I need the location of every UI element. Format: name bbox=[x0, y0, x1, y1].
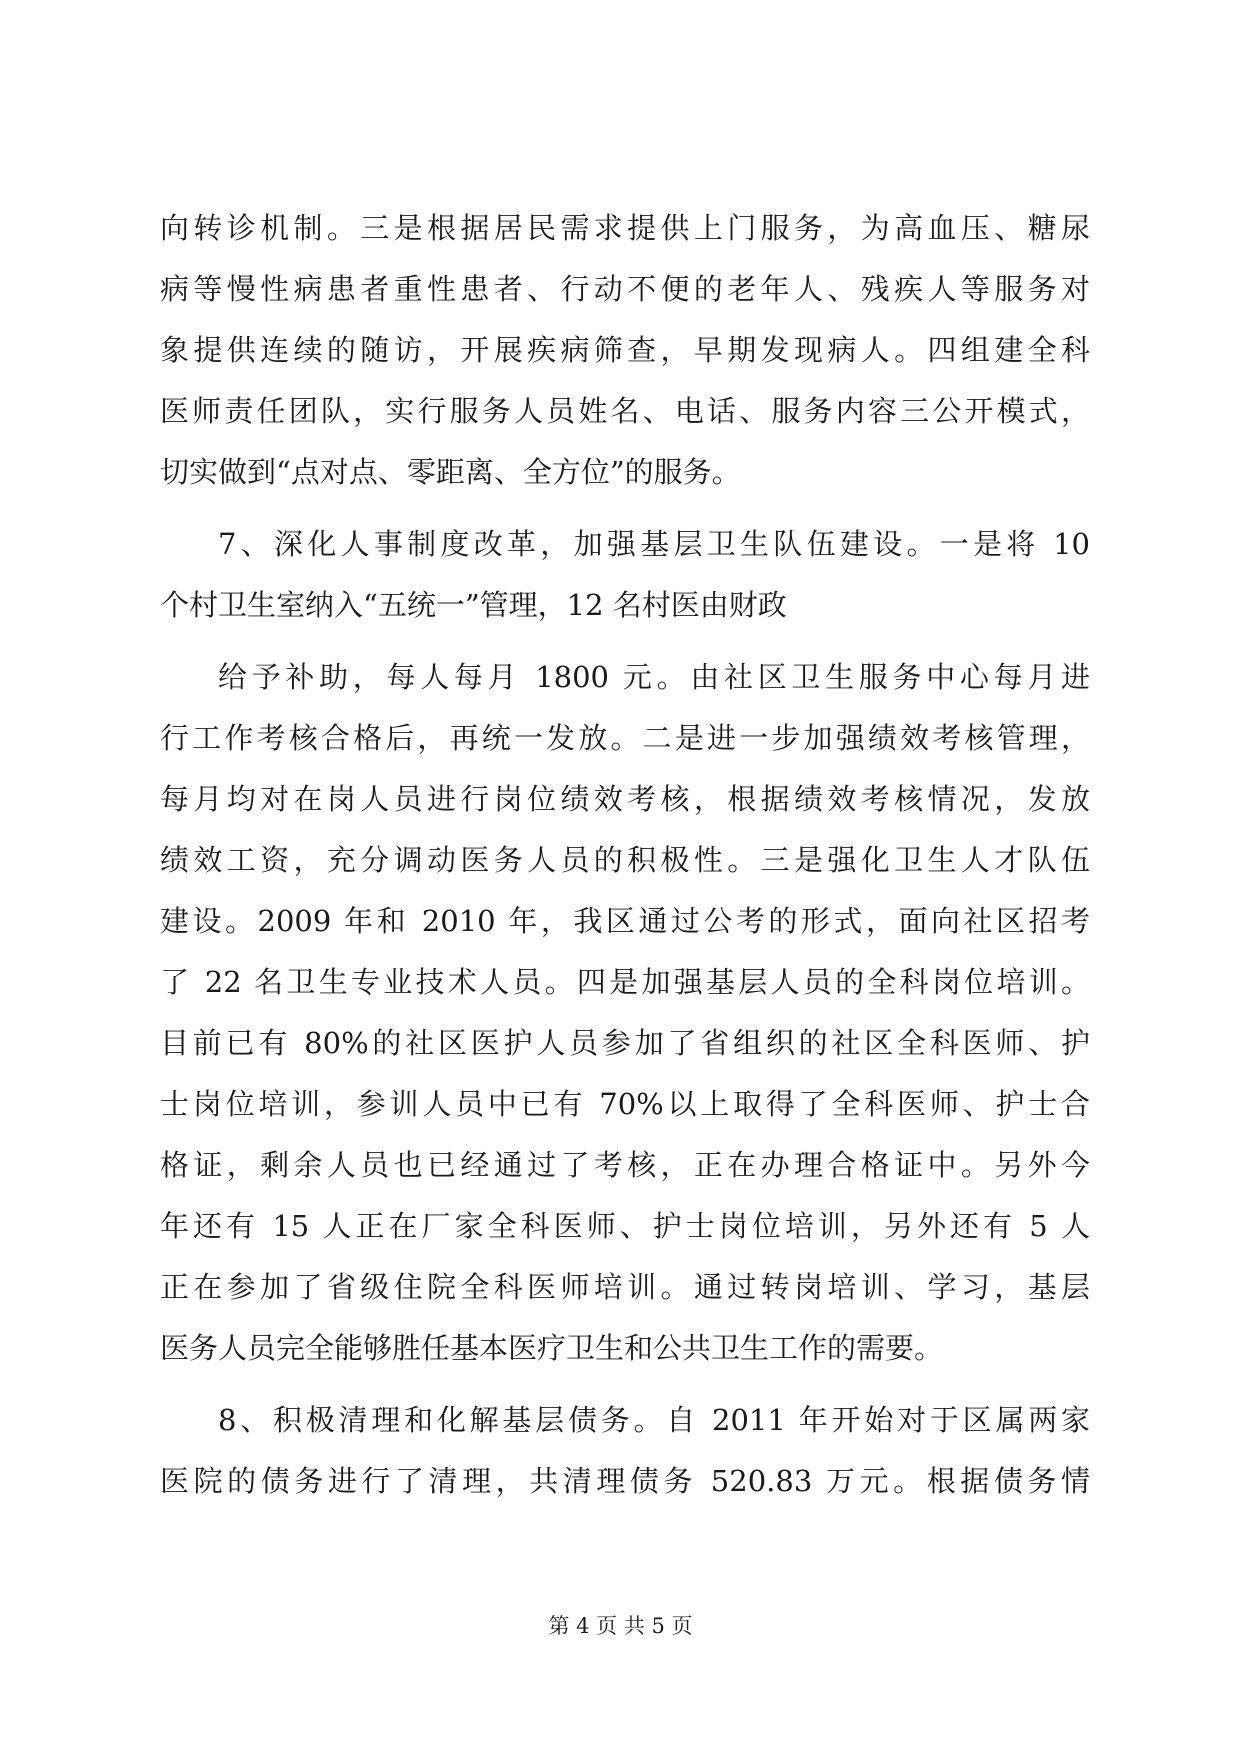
paragraph-start-line: 给予补助，每人每月 1800 元。由社区卫生服务中心每月进 bbox=[218, 660, 1090, 694]
text-line: 病等慢性病患者重性患者、行动不便的老年人、残疾人等服务对 bbox=[160, 272, 1090, 306]
text-line: 绩效工资，充分调动医务人员的积极性。三是强化卫生人才队伍 bbox=[160, 843, 1090, 877]
text-line: 行工作考核合格后，再统一发放。二是进一步加强绩效考核管理， bbox=[160, 721, 1090, 755]
text-line: 医务人员完全能够胜任基本医疗卫生和公共卫生工作的需要。 bbox=[160, 1331, 944, 1365]
text-line: 医师责任团队，实行服务人员姓名、电话、服务内容三公开模式， bbox=[160, 394, 1090, 428]
text-line: 医院的债务进行了清理，共清理债务 520.83 万元。根据债务情 bbox=[160, 1464, 1090, 1498]
text-line: 士岗位培训，参训人员中已有 70%以上取得了全科医师、护士合 bbox=[160, 1087, 1090, 1121]
text-line: 个村卫生室纳入“五统一”管理，12 名村医由财政 bbox=[160, 588, 787, 622]
text-line: 每月均对在岗人员进行岗位绩效考核，根据绩效考核情况，发放 bbox=[160, 782, 1090, 816]
page-number: 第 4 页 共 5 页 bbox=[548, 1614, 693, 1638]
paragraph-start-line: 7、深化人事制度改革，加强基层卫生队伍建设。一是将 10 bbox=[218, 527, 1090, 561]
text-line: 了 22 名卫生专业技术人员。四是加强基层人员的全科岗位培训。 bbox=[160, 965, 1090, 999]
text-line: 向转诊机制。三是根据居民需求提供上门服务，为高血压、糖尿 bbox=[160, 211, 1090, 245]
text-line: 格证，剩余人员也已经通过了考核，正在办理合格证中。另外今 bbox=[160, 1148, 1090, 1182]
text-line: 建设。2009 年和 2010 年，我区通过公考的形式，面向社区招考 bbox=[160, 904, 1090, 938]
text-line: 正在参加了省级住院全科医师培训。通过转岗培训、学习，基层 bbox=[160, 1270, 1090, 1304]
text-line: 切实做到“点对点、零距离、全方位”的服务。 bbox=[160, 455, 741, 489]
text-line: 目前已有 80%的社区医护人员参加了省组织的社区全科医师、护 bbox=[160, 1026, 1090, 1060]
text-line: 象提供连续的随访，开展疾病筛查，早期发现病人。四组建全科 bbox=[160, 333, 1090, 367]
paragraph-start-line: 8、积极清理和化解基层债务。自 2011 年开始对于区属两家 bbox=[218, 1403, 1090, 1437]
text-line: 年还有 15 人正在厂家全科医师、护士岗位培训，另外还有 5 人 bbox=[160, 1209, 1090, 1243]
